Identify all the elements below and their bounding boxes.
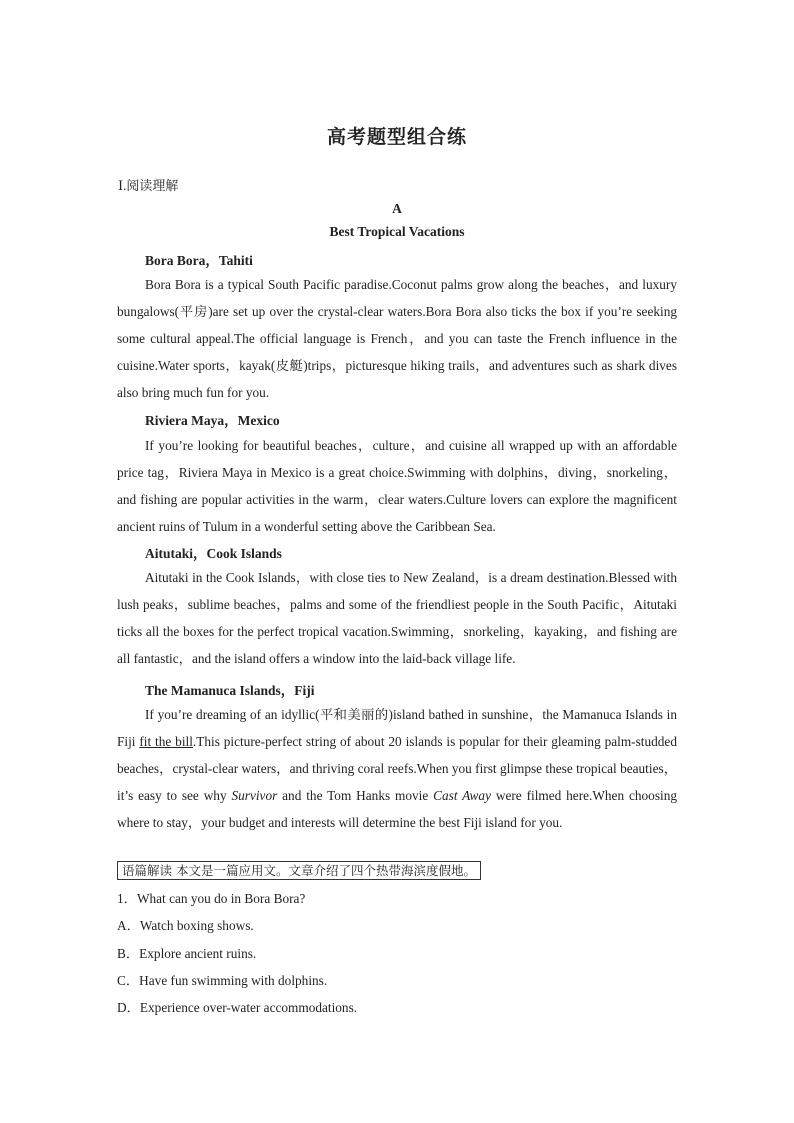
italic-title-survivor: Survivor xyxy=(231,788,278,803)
passage-title: Best Tropical Vacations xyxy=(329,224,465,239)
passage-letter: A xyxy=(392,201,402,216)
paragraph-riviera-maya: If you’re looking for beautiful beaches，culture，and cuisine all wrapped up with an affordable price tag，Riviera Maya in Mexico is a great choice.Swimming with dolphins，diving，snorkeling，and fishing are popular activities in the warm，clear waters.Culture lovers can explore the magnificent ancient ruins of Tulum in a wonderful setting above the Caribbean Sea. xyxy=(117,438,677,534)
question-stem: 1．What can you do in Bora Bora? xyxy=(117,891,306,906)
heading-riviera-maya: Riviera Maya，Mexico xyxy=(145,413,280,428)
heading-bora-bora: Bora Bora，Tahiti xyxy=(145,253,253,268)
passage-note-box: 语篇解读 本文是一篇应用文。文章介绍了四个热带海滨度假地。 xyxy=(117,861,481,880)
paragraph-text: were filmed here.When choosing where to stay，your budget and interests will determine the best Fiji island for you. xyxy=(117,788,677,830)
paragraph-bora-bora: Bora Bora is a typical South Pacific paradise.Coconut palms grow along the beaches，and luxury bungalows(平房)are set up over the crystal-clear waters.Bora Bora also ticks the box if you’re seeking some cultural appeal.The official language is French，and you can taste the French influence in the cuisine.Water sports，kayak(皮艇)trips，picturesque hiking trails，and adventures such as shark dives also bring much fun for you. xyxy=(117,277,677,400)
heading-aitutaki: Aitutaki，Cook Islands xyxy=(145,546,282,561)
page-title: 高考题型组合练 xyxy=(326,126,467,148)
option-d: D．Experience over-water accommodations. xyxy=(117,1000,358,1015)
paragraph-text: and the Tom Hanks movie xyxy=(277,788,434,803)
underlined-phrase: fit the bill xyxy=(139,734,193,749)
paragraph-text: If you’re dreaming of an idyllic(平和美丽的)island bathed in sunshine，the Mamanuca Islands in Fiji xyxy=(117,707,677,749)
option-a: A．Watch boxing shows. xyxy=(117,918,254,933)
paragraph-mamanuca xyxy=(117,701,677,836)
italic-title-cast-away: Cast Away xyxy=(433,788,491,803)
option-c: C．Have fun swimming with dolphins. xyxy=(117,973,328,988)
paragraph-text: .This picture-perfect string of about 20 islands is popular for their gleaming palm-studded beaches，crystal-clear waters，and thriving coral reefs.When you first glimpse these tropical beauties，it’s easy to see why xyxy=(117,734,677,803)
option-b: B．Explore ancient ruins. xyxy=(117,946,257,961)
paragraph-aitutaki: Aitutaki in the Cook Islands，with close ties to New Zealand，is a dream destination.Blessed with lush peaks，sublime beaches，palms and some of the friendliest people in the South Pacific，Aitutaki ticks all the boxes for the perfect tropical vacation.Swimming，snorkeling，kayaking，and fishing are all fantastic，and the island offers a window into the laid-back village life. xyxy=(117,570,677,666)
heading-mamanuca: The Mamanuca Islands，Fiji xyxy=(145,683,315,698)
section-label: Ⅰ.阅读理解 xyxy=(118,178,179,193)
